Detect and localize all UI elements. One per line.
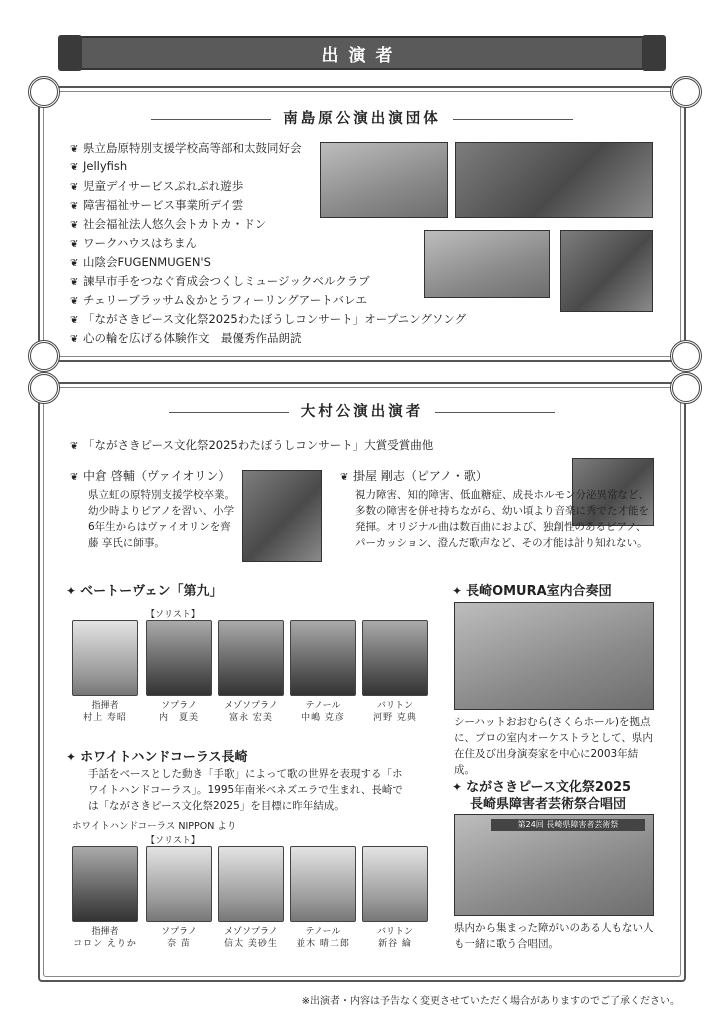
title-rule bbox=[169, 412, 289, 413]
lotus-bullet-icon: ❦ bbox=[70, 239, 79, 250]
list-item bbox=[70, 178, 243, 194]
soloist-photo bbox=[146, 846, 212, 922]
soloist-role: バリトン bbox=[376, 701, 413, 711]
orchestra-description: シーハットおおむら(さくらホール)を拠点に、プロの室内オーケストラとして、県内在住及び出身演奏家を中心に2003年結成。 bbox=[454, 716, 653, 776]
soloist-photo bbox=[362, 620, 428, 696]
orchestra-photo bbox=[454, 602, 654, 710]
lotus-bullet-icon: ❦ bbox=[70, 144, 79, 155]
lotus-bullet-icon: ❦ bbox=[70, 220, 79, 231]
soloist-card bbox=[362, 846, 428, 950]
list-item bbox=[70, 311, 466, 327]
list-item-text: 「ながさきピース文化祭2025わたぼうしコンサート」オープニングソング bbox=[83, 312, 467, 326]
choir-banner: 第24回 長崎県障害者芸術祭 bbox=[491, 819, 645, 831]
whitehand-source: ホワイトハンドコーラス NIPPON より bbox=[72, 821, 237, 832]
list-item bbox=[70, 216, 266, 232]
nakura-name bbox=[70, 467, 230, 484]
page-title: 出演者 bbox=[321, 46, 403, 66]
soloist-role: メゾソプラノ bbox=[224, 701, 278, 711]
whitehand-heading bbox=[66, 746, 248, 765]
list-item bbox=[70, 292, 367, 308]
lotus-bullet-icon: ❦ bbox=[70, 277, 79, 288]
list-item-text: 社会福祉法人悠久会トカトカ・ドン bbox=[83, 217, 267, 231]
conductor-photo bbox=[72, 846, 138, 922]
lotus-bullet-icon: ❦ bbox=[70, 201, 79, 212]
soloist-card bbox=[290, 620, 356, 724]
soloist-name: 新谷 綸 bbox=[378, 939, 412, 949]
soloist-photo bbox=[290, 620, 356, 696]
conductor-role: 指揮者 bbox=[91, 927, 119, 937]
beethoven-title: ベートーヴェン「第九」 bbox=[80, 584, 223, 599]
list-item-text: 山陰会FUGENMUGEN'S bbox=[83, 255, 211, 269]
soloist-photo bbox=[362, 846, 428, 922]
nakura-name-text: 中倉 啓輔（ヴァイオリン） bbox=[83, 469, 231, 483]
omura-title bbox=[0, 400, 724, 421]
diamond-flourish-icon: ✦ bbox=[66, 750, 77, 764]
choir-description: 県内から集まった障がいのある人もない人も一緒に歌う合唱団。 bbox=[454, 922, 654, 950]
footnote: ※出演者・内容は予告なく変更させていただく場合がありますのでご了承ください。 bbox=[301, 996, 680, 1007]
conductor-role: 指揮者 bbox=[91, 701, 119, 711]
corner-ornament-icon bbox=[28, 340, 60, 372]
soloist-card bbox=[218, 846, 284, 950]
conductor-name: 村上 寿昭 bbox=[83, 713, 127, 723]
shimabara-title bbox=[0, 107, 724, 128]
omura-title-text: 大村公演出演者 bbox=[300, 404, 424, 420]
lotus-bullet-icon: ❦ bbox=[70, 182, 79, 193]
list-item bbox=[70, 254, 211, 270]
choir-title-1: ながさきピース文化祭2025 bbox=[466, 780, 632, 795]
diamond-flourish-icon: ✦ bbox=[452, 584, 463, 598]
soloist-name: 河野 克典 bbox=[373, 713, 417, 723]
kakeya-name bbox=[340, 467, 488, 484]
kakeya-description: 視力障害、知的障害、低血糖症、成長ホルモン分泌異常など、多数の障害を併せ持ちながら、幼い頃より音楽に秀でた才能を発揮。オリジナル曲は数百曲におよび、独創性のあるピアノ、パーカッション、澄んだ歌声など、その才能は計り知れない。 bbox=[355, 489, 649, 549]
list-item bbox=[70, 235, 197, 251]
soloist-photo bbox=[290, 846, 356, 922]
list-item-text: 県立島原特別支援学校高等部和太鼓同好会 bbox=[83, 141, 302, 155]
list-item-text: チェリーブラッサム＆かとうフィーリングアートバレエ bbox=[83, 293, 368, 307]
list-item bbox=[70, 330, 302, 346]
corner-ornament-icon bbox=[670, 340, 702, 372]
soloist-name: 並木 晴二郎 bbox=[296, 939, 350, 949]
list-item-text: 児童デイサービスぷれぷれ遊歩 bbox=[83, 179, 244, 193]
soloist-name: 内 夏美 bbox=[158, 713, 199, 723]
award-line bbox=[70, 437, 433, 453]
conductor-card bbox=[72, 846, 138, 950]
conductor-name: コロン えりか bbox=[73, 939, 137, 949]
soloist-role: バリトン bbox=[376, 927, 413, 937]
diamond-flourish-icon: ✦ bbox=[66, 584, 77, 598]
lotus-bullet-icon: ❦ bbox=[70, 315, 79, 326]
lotus-bullet-icon: ❦ bbox=[70, 162, 79, 173]
whitehand-description: 手話をベースとした動き「手歌」によって歌の世界を表現する「ホワイトハンドコーラス」。1995年南米ベネズエラで生まれ、長崎では「ながさきピース文化祭2025」を目標に昨年結成。 bbox=[88, 768, 403, 812]
soloist-photo bbox=[218, 846, 284, 922]
soloist-name: 中嶋 克彦 bbox=[301, 713, 345, 723]
corner-ornament-icon bbox=[670, 76, 702, 108]
soloist-role: メゾソプラノ bbox=[224, 927, 278, 937]
choir-photo bbox=[454, 814, 654, 916]
orchestra-title: 長崎OMURA室内合奏団 bbox=[466, 584, 612, 599]
soloist-card bbox=[290, 846, 356, 950]
diamond-flourish-icon: ✦ bbox=[452, 780, 463, 794]
kakeya-name-text: 掛屋 剛志（ピアノ・歌） bbox=[353, 469, 488, 483]
shimabara-title-text: 南島原公演出演団体 bbox=[283, 111, 441, 127]
violinist-photo bbox=[242, 470, 322, 562]
soloist-photo bbox=[146, 620, 212, 696]
title-rule bbox=[151, 119, 271, 120]
beethoven-heading bbox=[66, 580, 223, 599]
list-item-text: 障害福祉サービス事業所デイ雲 bbox=[83, 198, 244, 212]
lotus-bullet-icon: ❦ bbox=[70, 441, 79, 452]
list-item bbox=[70, 140, 302, 156]
choir-heading-2: 長崎県障害者芸術祭合唱団 bbox=[470, 797, 627, 812]
ballet-photo bbox=[560, 230, 653, 312]
lotus-bullet-icon: ❦ bbox=[70, 472, 79, 483]
soloist-name: 富永 宏美 bbox=[229, 713, 273, 723]
lotus-bullet-icon: ❦ bbox=[70, 296, 79, 307]
list-item bbox=[70, 159, 127, 173]
soloist-role: ソプラノ bbox=[161, 927, 197, 937]
soloist-role: ソプラノ bbox=[161, 701, 197, 711]
conductor-card bbox=[72, 620, 138, 724]
soloist-card bbox=[218, 620, 284, 724]
taiko-performance-photo bbox=[320, 142, 448, 218]
conductor-photo bbox=[72, 620, 138, 696]
award-text: 「ながさきピース文化祭2025わたぼうしコンサート」大賞受賞曲他 bbox=[83, 438, 434, 452]
soloist-label: 【ソリスト】 bbox=[146, 836, 200, 846]
list-item-text: 心の輪を広げる体験作文 最優秀作品朗読 bbox=[83, 331, 302, 345]
lotus-bullet-icon: ❦ bbox=[340, 472, 349, 483]
soloist-label: 【ソリスト】 bbox=[146, 610, 200, 620]
bell-club-photo bbox=[424, 230, 550, 298]
header-banner bbox=[78, 36, 646, 70]
list-item-text: 諫早市手をつなぐ育成会つくしミュージックベルクラブ bbox=[83, 274, 370, 288]
title-rule bbox=[435, 412, 555, 413]
list-item-text: Jellyfish bbox=[83, 159, 128, 173]
lotus-bullet-icon: ❦ bbox=[70, 334, 79, 345]
orchestra-heading bbox=[452, 580, 612, 599]
soloist-role: テノール bbox=[305, 701, 341, 711]
list-item bbox=[70, 197, 243, 213]
soloist-role: テノール bbox=[305, 927, 341, 937]
dance-performance-photo bbox=[455, 142, 653, 218]
soloist-name: 奈 苗 bbox=[167, 939, 191, 949]
list-item-text: ワークハウスはちまん bbox=[83, 236, 197, 250]
soloist-name: 信太 美砂生 bbox=[224, 939, 278, 949]
soloist-card bbox=[146, 620, 212, 724]
list-item bbox=[70, 273, 370, 289]
soloist-card bbox=[362, 620, 428, 724]
lotus-bullet-icon: ❦ bbox=[70, 258, 79, 269]
nakura-description: 県立虹の原特別支援学校卒業。幼少時よりピアノを習い、小学6年生からはヴァイオリンを齊藤 享氏に師事。 bbox=[88, 489, 235, 549]
whitehand-title: ホワイトハンドコーラス長崎 bbox=[80, 750, 248, 765]
corner-ornament-icon bbox=[28, 76, 60, 108]
soloist-card bbox=[146, 846, 212, 950]
soloist-photo bbox=[218, 620, 284, 696]
title-rule bbox=[453, 119, 573, 120]
